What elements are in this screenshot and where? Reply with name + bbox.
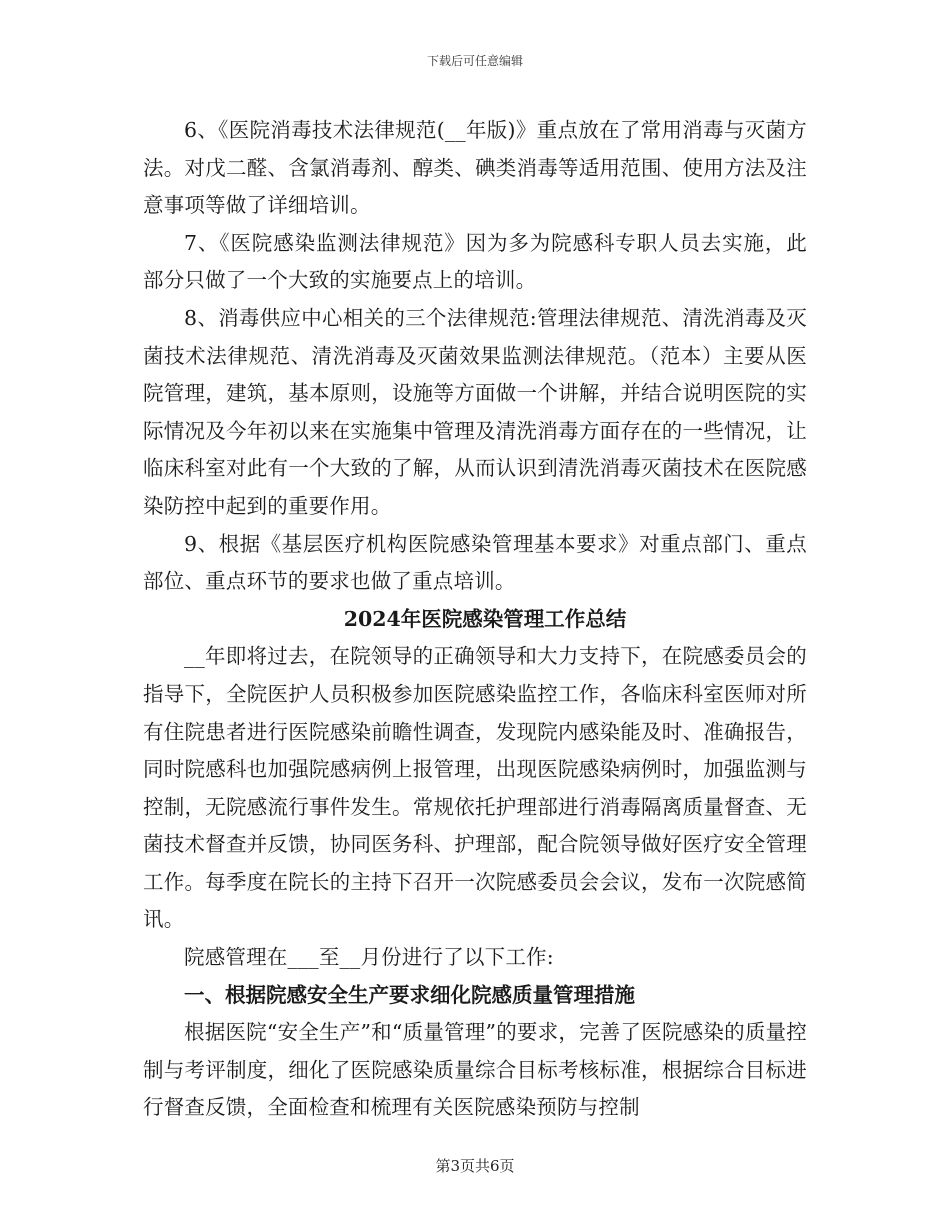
page-header: 下载后可任意编辑 bbox=[426, 54, 523, 68]
intro-paragraph: __年即将过去，在院领导的正确领导和大力支持下，在院感委员会的指导下，全院医护人员积极参加医院感染监控工作，各临床科室医师对所有住院患者进行医院感染前瞻性调查，发现院内感染能及时、准确报告，同时院感科也加强院感病例上报管理，出现医院感染病例时，加强监测与控制，无院感流行事件发生。常规依托护理部进行消毒隔离质量督查、无菌技术督查并反馈，协同医务科、护理部，配合院领导做好医疗安全管理工作。每季度在院长的主持下召开一次院感委员会会议，发布一次院感简讯。 bbox=[143, 644, 807, 932]
document-title: 2024年医院感染管理工作总结 bbox=[343, 606, 627, 631]
paragraph-item-6: 6、《医院消毒技术法律规范(__年版)》重点放在了常用消毒与灭菌方法。对戊二醛、含氯消毒剂、醇类、碘类消毒等适用范围、使用方法及注意事项等做了详细培训。 bbox=[143, 118, 807, 218]
paragraph-item-8: 8、消毒供应中心相关的三个法律规范:管理法律规范、清洗消毒及灭菌技术法律规范、清洗消毒及灭菌效果监测法律规范。（范本）主要从医院管理，建筑，基本原则，设施等方面做一个讲解，并结合说明医院的实际情况及今年初以来在实施集中管理及清洗消毒方面存在的一些情况，让临床科室对此有一个大致的了解，从而认识到清洗消毒灭菌技术在医院感染防控中起到的重要作用。 bbox=[143, 305, 807, 518]
section-heading: 一、根据院感安全生产要求细化院感质量管理措施 bbox=[184, 982, 635, 1007]
section-paragraph: 根据医院“安全生产”和“质量管理”的要求，完善了医院感染的质量控制与考评制度，细化了医院感染质量综合目标考核标准，根据综合目标进行督查反馈，全面检查和梳理有关医院感染预防与控制 bbox=[143, 1020, 807, 1120]
paragraph-item-9: 9、根据《基层医疗机构医院感染管理基本要求》对重点部门、重点部位、重点环节的要求也做了重点培训。 bbox=[143, 531, 807, 594]
paragraph-item-7: 7、《医院感染监测法律规范》因为多为院感科专职人员去实施，此部分只做了一个大致的实施要点上的培训。 bbox=[143, 230, 807, 293]
work-summary-lead: 院感管理在___至__月份进行了以下工作: bbox=[184, 945, 554, 970]
document-body bbox=[143, 112, 807, 1127]
page-number: 第3页共6页 bbox=[435, 1157, 515, 1175]
